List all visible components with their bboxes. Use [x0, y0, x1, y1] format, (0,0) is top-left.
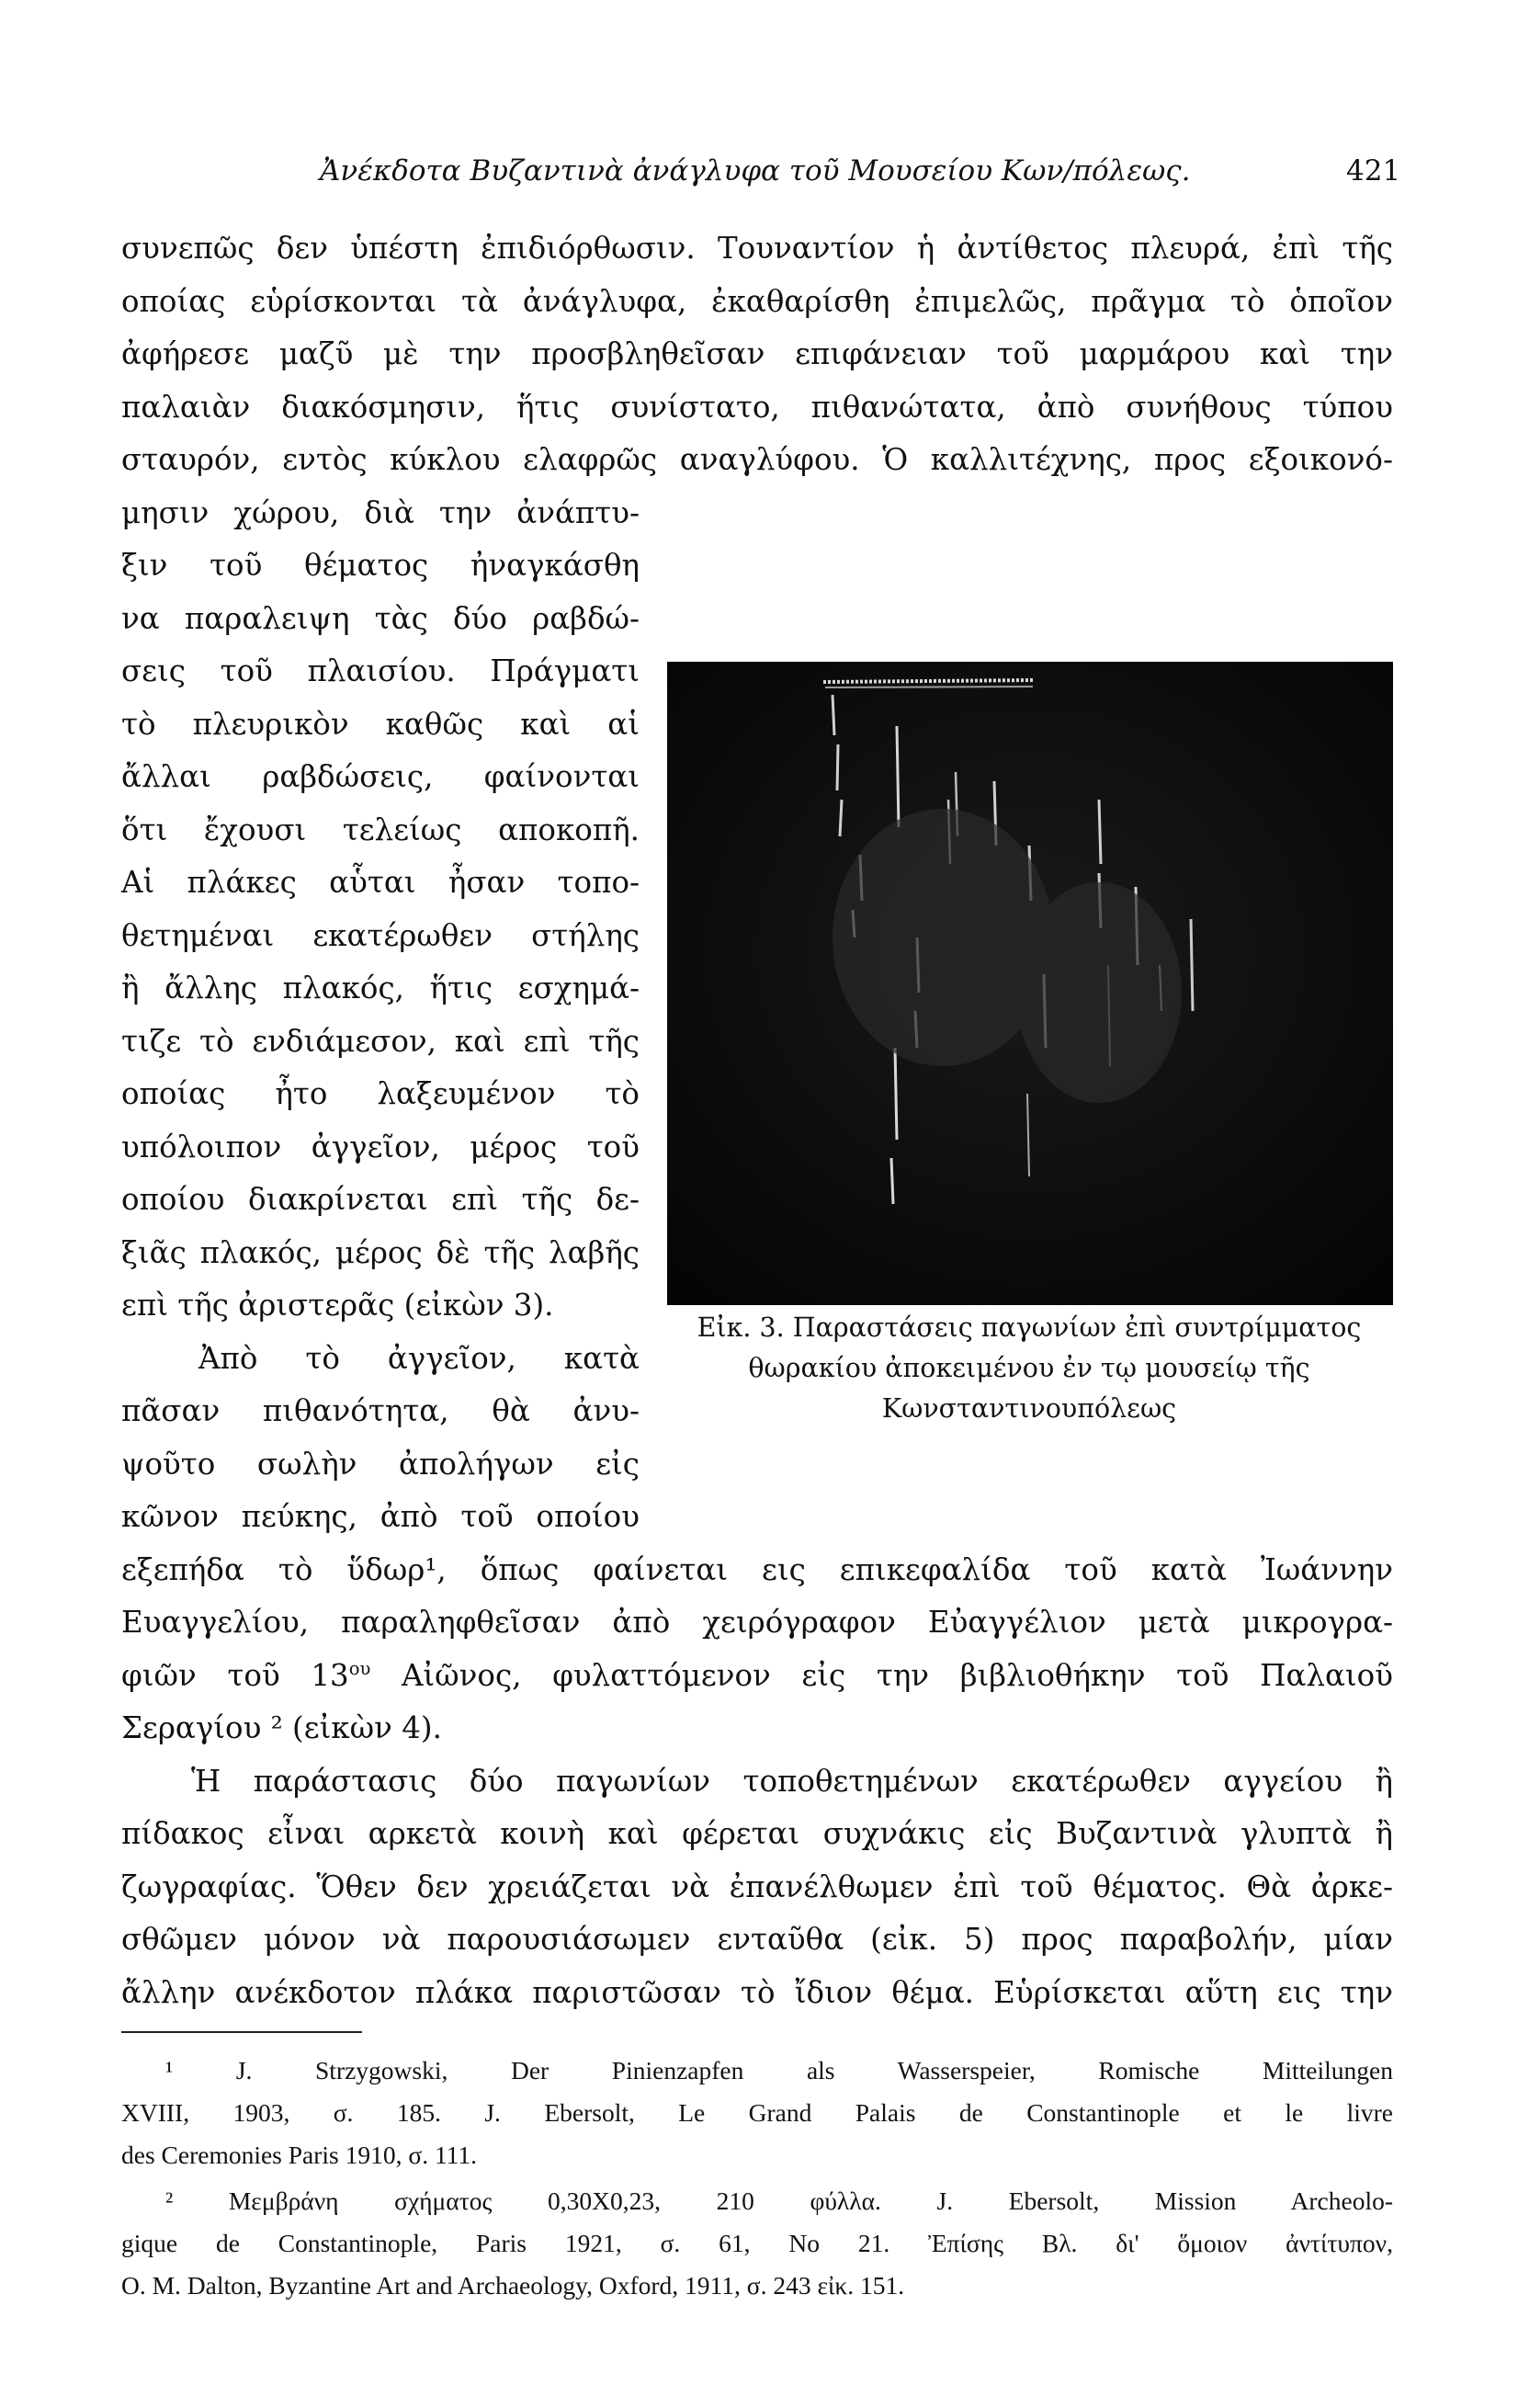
footnote-line: ² Μεμβράνη σχήματος 0,30Χ0,23, 210 φύλλα. J. Ebersolt, Mission Archeolo- [165, 2187, 1393, 2215]
body-line: επὶ τῆς ἀριστερᾶς (εἰκὼν 3). [121, 1288, 554, 1323]
caption-line: Κωνσταντινουπόλεως [881, 1393, 1177, 1424]
body-line: σεις τοῦ πλαισίου. Πράγματι [121, 653, 640, 688]
body-line: πίδακος εἶναι αρκετὰ κοινὴ καὶ φέρεται συχνάκις εἰς Βυζαντινὰ γλυπτὰ ἢ [121, 1816, 1393, 1851]
caption-line: θωρακίου ἀποκειμένου ἐν τῳ μουσείῳ τῆς [748, 1353, 1310, 1383]
body-line: πᾶσαν πιθανότητα, θὰ ἀνυ- [121, 1393, 640, 1428]
body-line: ψοῦτο σωλὴν ἀπολήγων εἰς [121, 1447, 640, 1482]
body-line: οποίας εὑρίσκονται τὰ ἀνάγλυφα, ἐκαθαρίσθη ἐπιμελῶς, πρᾶγμα τὸ ὁποῖον [121, 284, 1393, 319]
body-line: Ευαγγελίου, παραληφθεῖσαν ἀπὸ χειρόγραφον Εὐαγγέλιον μετὰ μικρογρα- [121, 1605, 1393, 1640]
footnote-rule [121, 2031, 362, 2033]
body-line: ἀφήρεσε μαζῦ μὲ την προσβληθεῖσαν επιφάνειαν τοῦ μαρμάρου καὶ την [121, 336, 1393, 371]
caption-line: Εἰκ. 3. Παραστάσεις παγωνίων ἐπὶ συντρίμματος [697, 1312, 1362, 1343]
body-line: ζωγραφίας. Ὅθεν δεν χρειάζεται νὰ ἐπανέλθωμεν ἐπὶ τοῦ θέματος. Θὰ ἀρκε- [121, 1869, 1393, 1904]
figure-caption [662, 1308, 1397, 1429]
footnote-line: des Ceremonies Paris 1910, σ. 111. [121, 2141, 478, 2169]
body-line: θετημέναι εκατέρωθεν στήλης [121, 918, 640, 953]
running-title: Ἀνέκδοτα Βυζαντινὰ ἀνάγλυφα τοῦ Μουσείου Κων/πόλεως. [320, 154, 1191, 187]
body-line: ἄλλην ανέκδοτον πλάκα παριστῶσαν τὸ ἴδιον θέμα. Εὑρίσκεται αὕτη εις την [121, 1975, 1393, 2010]
body-line: Σεραγίου ² (εἰκὼν 4). [121, 1710, 442, 1745]
body-line [121, 1653, 1393, 1698]
footnote-line: gique de Constantinople, Paris 1921, σ. 61, No 21. Ἐπίσης Βλ. δι' ὅμοιον ἀντίτυπον, [121, 2229, 1393, 2257]
footnote-line: ¹ J. Strzygowski, Der Pinienzapfen als Wasserspeier, Romische Mitteilungen [165, 2056, 1393, 2084]
body-line: να παραλειψη τὰς δύο ραβδώ- [121, 601, 640, 636]
page-header [0, 154, 1518, 200]
body-line: οποίας ἦτο λαξευμένον τὸ [121, 1076, 640, 1111]
body-line: παλαιὰν διακόσμησιν, ἥτις συνίστατο, πιθανώτατα, ἀπὸ συνήθους τύπου [121, 390, 1393, 425]
body-line: ξιᾶς πλακός, μέρος δὲ τῆς λαβῆς [121, 1235, 640, 1270]
body-line: ἄλλαι ραβδώσεις, φαίνονται [121, 759, 640, 794]
body-line: συνεπῶς δεν ὑπέστη ἐπιδιόρθωσιν. Τουναντίον ἡ ἀντίθετος πλευρά, ἐπὶ τῆς [121, 231, 1393, 266]
footnote-line: XVIII, 1903, σ. 185. J. Ebersolt, Le Grand Palais de Constantinople et le livre [121, 2098, 1393, 2127]
superscript: ου [348, 1658, 371, 1680]
body-line: τὸ πλευρικὸν καθῶς καὶ αἱ [121, 707, 640, 742]
line-text-post: Αἰῶνος, φυλαττόμενον εἰς την βιβλιοθήκην τοῦ Παλαιοῦ [370, 1658, 1394, 1693]
body-line: ξιν τοῦ θέματος ἠναγκάσθη [121, 548, 640, 583]
body-line: ἢ ἄλλης πλακός, ἥτις εσχημά- [121, 971, 640, 1005]
body-line: υπόλοιπον ἀγγεῖον, μέρος τοῦ [121, 1130, 640, 1164]
footnote-line: O. M. Dalton, Byzantine Art and Archaeology, Oxford, 1911, σ. 243 εἰκ. 151. [121, 2271, 905, 2300]
body-line: σθῶμεν μόνον νὰ παρουσιάσωμεν ενταῦθα (εἰκ. 5) προς παραβολήν, μίαν [121, 1922, 1393, 1957]
body-line: τιζε τὸ ενδιάμεσον, καὶ επὶ τῆς [121, 1024, 640, 1059]
page-number: 421 [1346, 154, 1401, 187]
body-line: οποίου διακρίνεται επὶ τῆς δε- [121, 1182, 640, 1217]
body-line: Ἡ παράστασις δύο παγωνίων τοποθετημένων εκατέρωθεν αγγείου ἢ [191, 1764, 1393, 1799]
line-text-pre: φιῶν τοῦ 13 [121, 1658, 349, 1693]
body-line: κῶνον πεύκης, ἀπὸ τοῦ οποίου [121, 1499, 640, 1534]
body-line: ὅτι ἔχουσι τελείως αποκοπῆ. [121, 812, 640, 847]
figure-3-photo [667, 662, 1393, 1305]
body-line: σταυρόν, εντὸς κύκλου ελαφρῶς αναγλύφου. Ὁ καλλιτέχνης, προς εξοικονό- [121, 442, 1393, 477]
body-line: Ἀπὸ τὸ ἀγγεῖον, κατὰ [198, 1341, 640, 1376]
body-line: μησιν χώρου, διὰ την ἀνάπτυ- [121, 495, 640, 530]
body-line: Αἱ πλάκες αὗται ἦσαν τοπο- [121, 865, 640, 900]
body-line: εξεπήδα τὸ ὕδωρ¹, ὅπως φαίνεται εις επικεφαλίδα τοῦ κατὰ Ἰωάννην [121, 1552, 1393, 1587]
